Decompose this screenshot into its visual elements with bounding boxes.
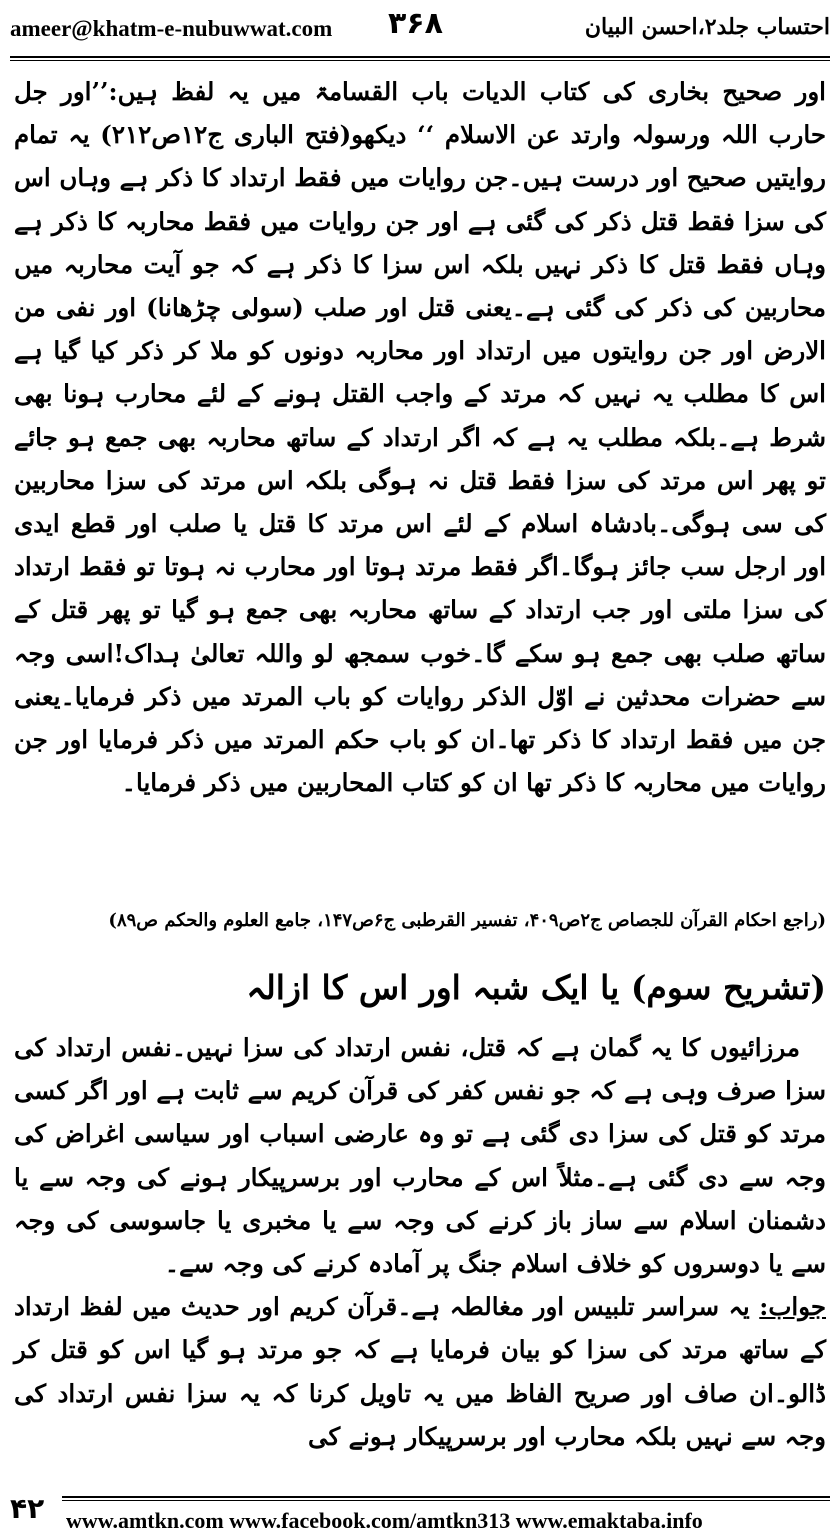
header-rule bbox=[10, 56, 830, 58]
footer-links: www.amtkn.com www.facebook.com/amtkn313 www.emaktaba.info bbox=[66, 1508, 703, 1533]
reference-note: (راجع احکام القرآن للجصاص ج۲ص۴۰۹، تفسیر القرطبی ج۶ص۱۴۷، جامع العلوم والحکم ص۸۹) bbox=[108, 910, 826, 931]
footer-page-number: ۴۲ bbox=[10, 1492, 45, 1525]
page-header bbox=[10, 4, 830, 54]
section2-body bbox=[14, 1026, 826, 1458]
answer-label: جواب: bbox=[759, 1292, 826, 1322]
header-email: ameer@khatm-e-nubuwwat.com bbox=[10, 16, 333, 41]
answer-text: یہ سراسر تلبیس اور مغالطہ ہے۔قرآن کریم اور حدیث میں لفظ ارتداد کے ساتھ مرتد کی سزا کو بیان فرمایا ہے کہ جو مرتد ہو گیا اس کو قتل کر ڈالو۔ان صاف اور صریح الفاظ میں یہ تاویل کرنا کہ یہ سزا نفس ارتداد کی وجہ سے نہیں بلکہ محارب اور برسرپیکار ہونے کی bbox=[14, 1292, 826, 1451]
section2-paragraph: مرزائیوں کا یہ گمان ہے کہ قتل، نفس ارتداد کی سزا نہیں۔نفس ارتداد کی سزا صرف وہی ہے کہ جو نفس کفر کی قرآن کریم سے ثابت ہے اور اگر کسی مرتد کو قتل کی سزا دی گئی ہے تو وہ عارضی اسباب اور سیاسی اغراض کی وجہ سے دی گئی ہے۔مثلاً اس کے محارب اور برسرپیکار ہونے کی وجہ سے یا دشمنان اسلام سے ساز باز کرنے کی وجہ سے یا مخبری یا جاسوسی کی وجہ سے یا دوسروں کو خلاف اسلام جنگ پر آمادہ کرنے کی وجہ سے۔ bbox=[14, 1033, 826, 1279]
header-rule-thin bbox=[10, 60, 830, 61]
header-page-number: ۳۶۸ bbox=[388, 6, 443, 41]
section1-body bbox=[14, 70, 826, 804]
section1-paragraph: اور صحیح بخاری کی کتاب الدیات باب القسامۃ میں یہ لفظ ہیں:’’اور جل حارب اللہ ورسولہ وارتد عن الاسلام ‘‘ دیکھو(فتح الباری ج۱۲ص۲۱۲) یہ تمام روایتیں صحیح اور درست ہیں۔جن روایات میں فقط ارتداد کا ذکر ہے وہاں اس کی سزا فقط قتل ذکر کی گئی ہے اور جن روایات میں فقط محاربہ کا ذکر ہے وہاں فقط قتل کا ذکر نہیں بلکہ اس سزا کا ذکر ہے کہ جو آیت محاربہ میں محاربین کی ذکر کی گئی ہے۔یعنی قتل اور صلب (سولی چڑھانا) اور نفی من الارض اور جن روایتوں میں ارتداد اور محاربہ دونوں کو ملا کر ذکر کیا گیا ہے اس کا مطلب یہ نہیں کہ مرتد کے واجب القتل ہونے کے لئے محارب ہونا بھی شرط ہے۔بلکہ مطلب یہ ہے کہ اگر ارتداد کے ساتھ محاربہ بھی جمع ہو جائے تو پھر اس مرتد کی سزا فقط قتل نہ ہوگی بلکہ اس مرتد کی سزا محاربین کی سی ہوگی۔بادشاہ اسلام کے لئے اس مرتد کا قتل یا صلب اور قطع ایدی اور ارجل سب جائز ہوگا۔اگر فقط مرتد ہوتا اور محارب نہ ہوتا تو فقط ارتداد کی سزا ملتی اور جب ارتداد کے ساتھ محاربہ بھی جمع ہو گیا تو پھر قتل کے ساتھ صلب بھی جمع ہو سکے گا۔خوب سمجھ لو واللہ تعالیٰ ہداک!اسی وجہ سے حضرات محدثین نے اوّل الذکر روایات کو باب المرتد میں ذکر فرمایا۔یعنی جن میں فقط ارتداد کا ذکر تھا۔ان کو باب حکم المرتد میں ذکر فرمایا اور جن روایات میں محاربہ کا ذکر تھا ان کو کتاب المحاربین میں ذکر فرمایا۔ bbox=[14, 77, 826, 798]
footer-rule bbox=[62, 1496, 830, 1498]
header-book-title: احتساب جلد۲،احسن البیان bbox=[584, 14, 830, 40]
answer-paragraph bbox=[14, 1285, 826, 1458]
section-heading: (تشریح سوم) یا ایک شبہ اور اس کا ازالہ bbox=[246, 968, 826, 1007]
footer-rule-thin bbox=[62, 1500, 830, 1501]
